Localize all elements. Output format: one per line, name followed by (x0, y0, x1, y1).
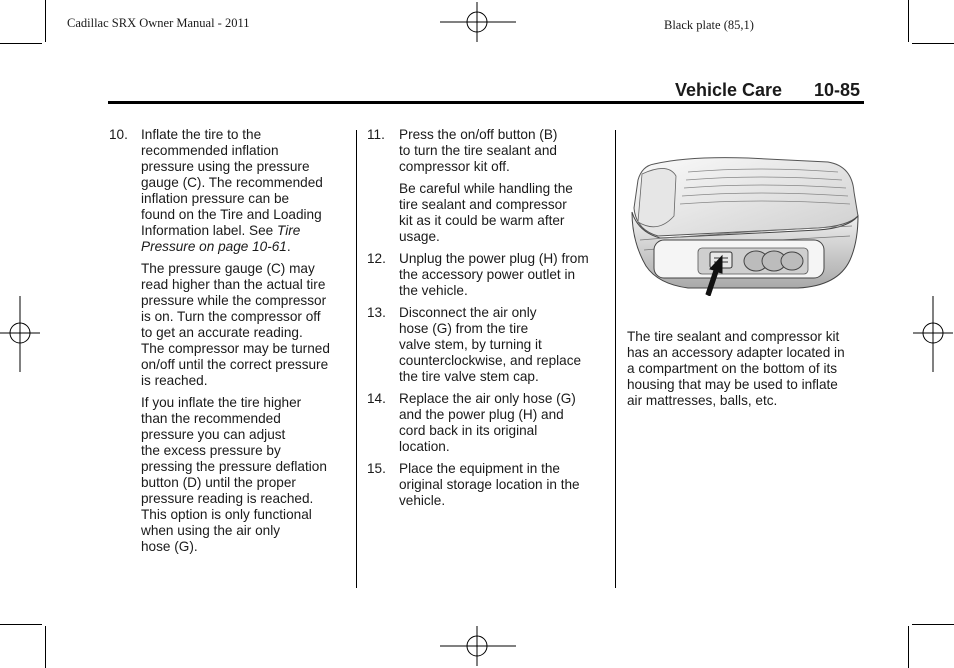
step-number: 12. (367, 251, 386, 266)
text-line: hose (G) from the tire (399, 321, 529, 336)
text-line: recommended inflation (141, 143, 279, 158)
column-2 (367, 127, 612, 515)
text-line: the vehicle. (399, 283, 468, 298)
crop-mark (912, 43, 954, 44)
crop-mark (0, 624, 42, 625)
step-12 (367, 251, 612, 299)
text-line: This option is only functional (141, 507, 312, 522)
text-line: vehicle. (399, 493, 446, 508)
step-number: 11. (367, 127, 385, 142)
step-14 (367, 391, 612, 455)
text-line: Place the equipment in the (399, 461, 560, 476)
cross-reference-link[interactable]: Pressure on page 10-61 (141, 239, 287, 254)
text-line: Replace the air only hose (G) (399, 391, 576, 406)
registration-mark-right (913, 296, 953, 372)
column-divider (356, 130, 357, 588)
text-line: The compressor may be turned (141, 341, 330, 356)
text-line: to get an accurate reading. (141, 325, 303, 340)
text-line: and the power plug (H) and (399, 407, 564, 422)
text-line: The pressure gauge (C) may (141, 261, 315, 276)
crop-mark (45, 626, 46, 668)
text-line: read higher than the actual tire (141, 277, 326, 292)
text-line: original storage location in the (399, 477, 580, 492)
text-line: If you inflate the tire higher (141, 395, 302, 410)
text-line (141, 239, 349, 255)
text-line: usage. (399, 229, 440, 244)
registration-mark-bottom (440, 626, 516, 666)
cross-reference-link[interactable]: Tire (277, 223, 301, 238)
text-line: the accessory power outlet in (399, 267, 576, 282)
text-line: pressing the pressure deflation (141, 459, 327, 474)
text-line: compressor kit off. (399, 159, 510, 174)
column-1 (109, 127, 349, 561)
step-15 (367, 461, 612, 509)
caption-line: has an accessory adapter located in (627, 345, 845, 360)
registration-mark-top (440, 2, 516, 42)
text-line: Disconnect the air only (399, 305, 537, 320)
caption-line: The tire sealant and compressor kit (627, 329, 840, 344)
text-line: found on the Tire and Loading (141, 207, 322, 222)
text-line: inflation pressure can be (141, 191, 290, 206)
text-line: on/off until the correct pressure (141, 357, 329, 372)
text-line: than the recommended (141, 411, 281, 426)
page-number: 10-85 (814, 80, 861, 100)
paragraph (109, 395, 349, 555)
caption-line: a compartment on the bottom of its (627, 361, 838, 376)
step-number: 13. (367, 305, 386, 320)
text-line: counterclockwise, and replace (399, 353, 582, 368)
step-number: 10. (109, 127, 128, 142)
text-line: the tire valve stem cap. (399, 369, 539, 384)
registration-mark-left (0, 296, 40, 372)
text-line: Unplug the power plug (H) from (399, 251, 589, 266)
caption-line: housing that may be used to inflate (627, 377, 838, 392)
text-line: when using the air only (141, 523, 281, 538)
crop-mark (908, 0, 909, 42)
text-fragment: . (286, 239, 291, 254)
compressor-kit-illustration (628, 156, 860, 296)
text-line: cord back in its original (399, 423, 538, 438)
header-rule (108, 101, 864, 104)
text-line: pressure using the pressure (141, 159, 310, 174)
crop-mark (0, 43, 42, 44)
text-line: tire sealant and compressor (399, 197, 567, 212)
text-line: button (D) until the proper (141, 475, 296, 490)
text-line: hose (G). (141, 539, 198, 554)
crop-mark (912, 624, 954, 625)
text-line: location. (399, 439, 450, 454)
text-line (141, 223, 349, 239)
text-line: Be careful while handling the (399, 181, 573, 196)
manual-title: Cadillac SRX Owner Manual - 2011 (67, 16, 250, 30)
crop-mark (908, 626, 909, 668)
paragraph (109, 261, 349, 389)
column-divider (615, 130, 616, 588)
text-line: gauge (C). The recommended (141, 175, 323, 190)
plate-label: Black plate (85,1) (664, 18, 754, 32)
step-number: 14. (367, 391, 386, 406)
text-line: valve stem, by turning it (399, 337, 542, 352)
step-number: 15. (367, 461, 386, 476)
text-line: the excess pressure by (141, 443, 281, 458)
text-line: Inflate the tire to the (141, 127, 262, 142)
text-line: pressure while the compressor (141, 293, 327, 308)
text-line: kit as it could be warm after (399, 213, 565, 228)
column-3 (627, 329, 867, 409)
text-fragment: Information label. See (141, 223, 278, 238)
text-line: is on. Turn the compressor off (141, 309, 321, 324)
paragraph (367, 181, 612, 245)
text-line: is reached. (141, 373, 208, 388)
text-line: Press the on/off button (B) (399, 127, 558, 142)
crop-mark (45, 0, 46, 42)
step-11 (367, 127, 612, 175)
text-line: pressure you can adjust (141, 427, 286, 442)
step-13 (367, 305, 612, 385)
text-line: to turn the tire sealant and (399, 143, 557, 158)
step-10 (109, 127, 349, 255)
caption-line: air mattresses, balls, etc. (627, 393, 778, 408)
section-title: Vehicle Care (675, 80, 783, 100)
text-line: pressure reading is reached. (141, 491, 314, 506)
